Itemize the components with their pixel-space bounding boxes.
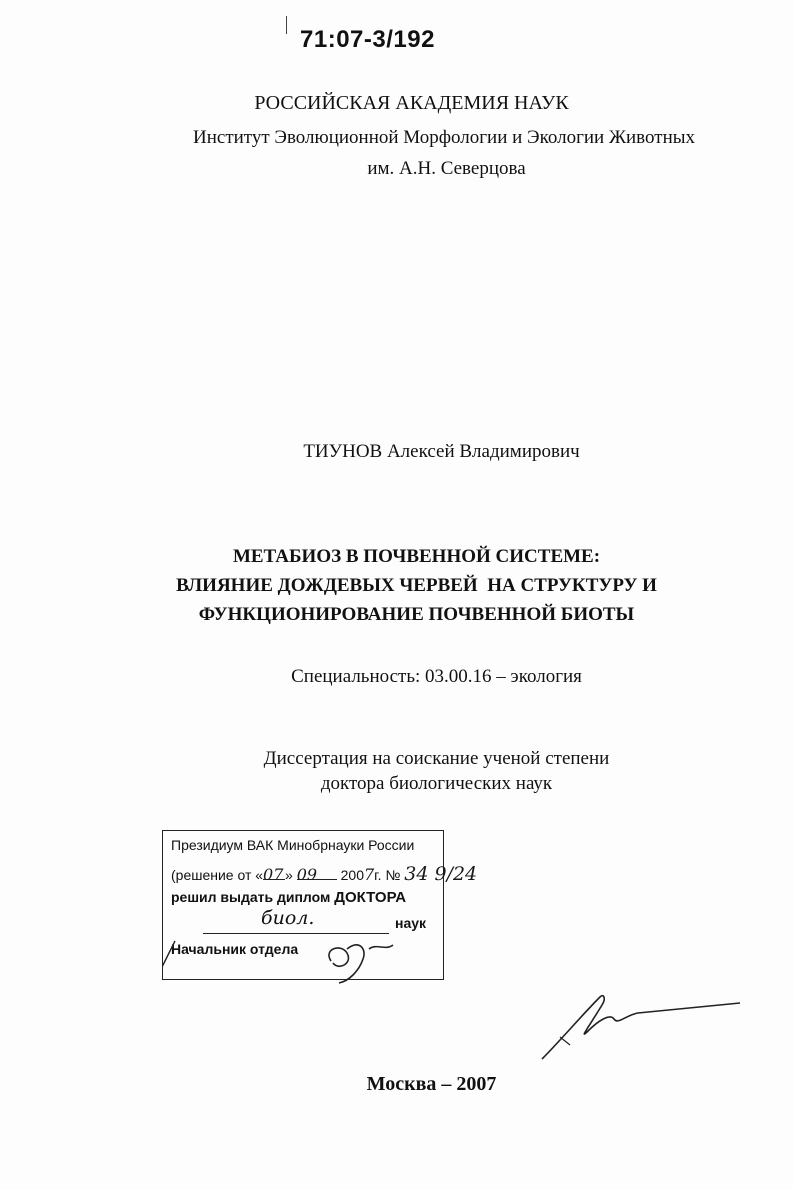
vak-stamp bbox=[162, 830, 478, 980]
decision-month: 09 bbox=[297, 865, 337, 880]
decision-day: 07 bbox=[263, 865, 284, 884]
degree-line: доктора биологических наук bbox=[320, 773, 553, 794]
title-line: ВЛИЯНИЕ ДОЖДЕВЫХ ЧЕРВЕЙ НА СТРУКТУРУ И bbox=[176, 575, 657, 596]
degree-line: Диссертация на соискание ученой степени bbox=[263, 748, 610, 769]
scan-mark bbox=[286, 16, 287, 34]
science-branch: биол. bbox=[261, 907, 315, 929]
title-line: ФУНКЦИОНИРОВАНИЕ ПОЧВЕННОЙ БИОТЫ bbox=[198, 604, 635, 625]
degree-statement bbox=[0, 746, 793, 796]
year-prefix: 200 bbox=[340, 867, 364, 883]
year-suffix: г. № bbox=[374, 867, 401, 883]
stamp-line-head: Начальник отдела bbox=[171, 941, 299, 957]
decision-number: 34 9/24 bbox=[404, 863, 478, 885]
stamp-line-presidium: Президиум ВАК Минобрнауки России bbox=[171, 837, 415, 853]
institute-name: Институт Эволюционной Морфологии и Экологии Животных bbox=[193, 127, 695, 148]
archive-code: 71:07-3/192 bbox=[300, 26, 435, 53]
title-line: МЕТАБИОЗ В ПОЧВЕННОЙ СИСТЕМЕ: bbox=[232, 546, 601, 567]
academy-name: РОССИЙСКАЯ АКАДЕМИЯ НАУК bbox=[254, 92, 569, 114]
degree-word: ДОКТОРА bbox=[334, 889, 407, 906]
branch-suffix: наук bbox=[395, 915, 427, 931]
dissertation-title bbox=[0, 542, 793, 629]
author-name: ТИУНОВ Алексей Владимирович bbox=[303, 441, 580, 462]
specialty: Специальность: 03.00.16 – экология bbox=[291, 666, 582, 687]
signature bbox=[530, 985, 770, 1065]
city-and-year: Москва – 2007 bbox=[366, 1073, 497, 1095]
day-separator: » bbox=[285, 867, 293, 883]
year-digit: 7 bbox=[363, 865, 375, 884]
stamp-signature bbox=[163, 831, 443, 991]
decision-prefix: (решение от « bbox=[171, 867, 264, 883]
diploma-text: решил выдать диплом bbox=[171, 889, 331, 905]
institute-named-after: им. А.Н. Северцова bbox=[367, 158, 526, 179]
